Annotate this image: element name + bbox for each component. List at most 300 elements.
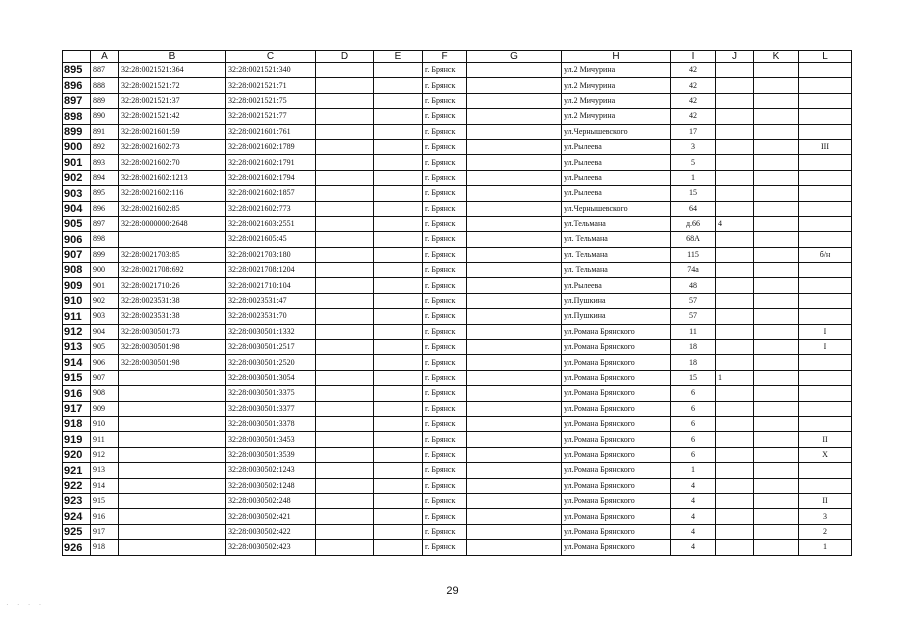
table-row: [63, 463, 852, 478]
cell-a: 899: [91, 247, 119, 262]
cell-a: 901: [91, 278, 119, 293]
cell-d: [316, 324, 374, 339]
table-row: [63, 432, 852, 447]
cell-d: [316, 109, 374, 124]
column-header-i: I: [671, 51, 716, 63]
cell-g: [467, 416, 562, 431]
cell-i: 57: [671, 309, 716, 324]
table-row: [63, 155, 852, 170]
cell-i: 42: [671, 109, 716, 124]
cell-b: [119, 386, 226, 401]
cell-h: ул.Рылеева: [562, 278, 671, 293]
cell-b: [119, 463, 226, 478]
cell-b: 32:28:0021521:72: [119, 78, 226, 93]
cell-g: [467, 540, 562, 555]
cell-i: 42: [671, 78, 716, 93]
cell-g: [467, 340, 562, 355]
cell-l: [799, 478, 852, 493]
cell-i: 74а: [671, 263, 716, 278]
cell-i: 11: [671, 324, 716, 339]
cell-f: г. Брянск: [423, 401, 467, 416]
table-row: [63, 78, 852, 93]
cell-b: 32:28:0021602:70: [119, 155, 226, 170]
table-row: [63, 263, 852, 278]
cell-g: [467, 493, 562, 508]
cell-b: [119, 447, 226, 462]
cell-g: [467, 386, 562, 401]
cell-h: ул.Романа Брянского: [562, 524, 671, 539]
cell-k: [754, 540, 799, 555]
cell-f: г. Брянск: [423, 540, 467, 555]
table-row: [63, 370, 852, 385]
cell-h: ул.Тельмана: [562, 216, 671, 231]
cell-e: [374, 447, 423, 462]
cell-d: [316, 524, 374, 539]
row-number: 919: [63, 432, 91, 447]
cell-g: [467, 247, 562, 262]
corner-header: [63, 51, 91, 63]
cell-e: [374, 201, 423, 216]
cell-b: 32:28:0023531:38: [119, 309, 226, 324]
cell-l: [799, 463, 852, 478]
cell-e: [374, 216, 423, 231]
cell-j: [716, 93, 754, 108]
cell-e: [374, 355, 423, 370]
cell-d: [316, 232, 374, 247]
cell-d: [316, 263, 374, 278]
cell-k: [754, 416, 799, 431]
cell-h: ул.2 Мичурина: [562, 109, 671, 124]
cell-h: ул.Романа Брянского: [562, 509, 671, 524]
cell-l: [799, 232, 852, 247]
column-header-d: D: [316, 51, 374, 63]
cell-a: 896: [91, 201, 119, 216]
cell-e: [374, 401, 423, 416]
cell-l: [799, 63, 852, 78]
cell-a: 910: [91, 416, 119, 431]
row-number: 912: [63, 324, 91, 339]
cell-k: [754, 124, 799, 139]
cell-a: 909: [91, 401, 119, 416]
cell-g: [467, 63, 562, 78]
table-row: [63, 416, 852, 431]
cell-i: 6: [671, 447, 716, 462]
table-row: [63, 493, 852, 508]
cell-c: 32:28:0021602:1791: [226, 155, 316, 170]
cell-j: [716, 509, 754, 524]
cell-i: 4: [671, 478, 716, 493]
column-header-h: H: [562, 51, 671, 63]
row-number: 896: [63, 78, 91, 93]
scan-artifact: · · · ·: [6, 600, 45, 609]
cell-f: г. Брянск: [423, 170, 467, 185]
cell-f: г. Брянск: [423, 78, 467, 93]
cell-g: [467, 324, 562, 339]
cell-l: [799, 370, 852, 385]
cell-k: [754, 340, 799, 355]
cell-i: 6: [671, 386, 716, 401]
cell-i: 15: [671, 186, 716, 201]
cell-c: 32:28:0021602:1789: [226, 139, 316, 154]
cell-e: [374, 232, 423, 247]
cell-e: [374, 540, 423, 555]
row-number: 909: [63, 278, 91, 293]
table-row: [63, 139, 852, 154]
cell-d: [316, 247, 374, 262]
cell-e: [374, 278, 423, 293]
cell-b: [119, 232, 226, 247]
cell-j: [716, 63, 754, 78]
cell-j: [716, 232, 754, 247]
cell-b: 32:28:0021521:364: [119, 63, 226, 78]
cell-g: [467, 478, 562, 493]
cell-a: 900: [91, 263, 119, 278]
cell-c: 32:28:0030501:3377: [226, 401, 316, 416]
cell-c: 32:28:0030502:421: [226, 509, 316, 524]
column-header-l: L: [799, 51, 852, 63]
cell-f: г. Брянск: [423, 493, 467, 508]
row-number: 916: [63, 386, 91, 401]
row-number: 923: [63, 493, 91, 508]
cell-l: [799, 124, 852, 139]
cell-e: [374, 478, 423, 493]
cell-k: [754, 324, 799, 339]
row-number: 921: [63, 463, 91, 478]
cell-e: [374, 293, 423, 308]
cell-f: г. Брянск: [423, 355, 467, 370]
cell-f: г. Брянск: [423, 63, 467, 78]
cell-a: 893: [91, 155, 119, 170]
page-number: 29: [446, 585, 459, 597]
cell-g: [467, 186, 562, 201]
cell-i: 4: [671, 540, 716, 555]
cell-k: [754, 78, 799, 93]
cell-k: [754, 309, 799, 324]
cell-f: г. Брянск: [423, 370, 467, 385]
cell-l: [799, 109, 852, 124]
cell-a: 898: [91, 232, 119, 247]
cell-e: [374, 63, 423, 78]
table-row: [63, 524, 852, 539]
cell-k: [754, 493, 799, 508]
cell-l: II: [799, 432, 852, 447]
cell-d: [316, 93, 374, 108]
cell-l: [799, 293, 852, 308]
cell-f: г. Брянск: [423, 447, 467, 462]
cell-b: 32:28:0030501:98: [119, 340, 226, 355]
cell-g: [467, 355, 562, 370]
cell-b: 32:28:0021602:116: [119, 186, 226, 201]
cell-h: ул.Чернышевского: [562, 124, 671, 139]
cell-j: [716, 493, 754, 508]
cell-f: г. Брянск: [423, 478, 467, 493]
cell-g: [467, 78, 562, 93]
cell-k: [754, 370, 799, 385]
cell-b: 32:28:0000000:2648: [119, 216, 226, 231]
cell-f: г. Брянск: [423, 139, 467, 154]
cell-d: [316, 170, 374, 185]
row-number: 901: [63, 155, 91, 170]
cell-a: 907: [91, 370, 119, 385]
cell-h: ул.Пушкина: [562, 309, 671, 324]
cell-h: ул.Романа Брянского: [562, 324, 671, 339]
table-row: [63, 124, 852, 139]
cell-e: [374, 509, 423, 524]
cell-k: [754, 278, 799, 293]
table-row: [63, 401, 852, 416]
cell-a: 897: [91, 216, 119, 231]
row-number: 895: [63, 63, 91, 78]
cell-h: ул. Тельмана: [562, 247, 671, 262]
cell-j: [716, 401, 754, 416]
cell-j: 4: [716, 216, 754, 231]
table-row: [63, 278, 852, 293]
cell-e: [374, 370, 423, 385]
cell-a: 912: [91, 447, 119, 462]
table-row: [63, 186, 852, 201]
cell-d: [316, 201, 374, 216]
table-row: [63, 355, 852, 370]
cell-e: [374, 493, 423, 508]
cell-g: [467, 524, 562, 539]
cell-g: [467, 232, 562, 247]
cell-j: [716, 540, 754, 555]
cell-b: [119, 493, 226, 508]
cell-c: 32:28:0030501:3539: [226, 447, 316, 462]
cell-i: 1: [671, 170, 716, 185]
cell-l: X: [799, 447, 852, 462]
cell-l: [799, 170, 852, 185]
cell-c: 32:28:0021521:75: [226, 93, 316, 108]
cell-j: [716, 293, 754, 308]
cell-i: 15: [671, 370, 716, 385]
cell-e: [374, 78, 423, 93]
cell-k: [754, 293, 799, 308]
cell-h: ул.Чернышевского: [562, 201, 671, 216]
cell-a: 915: [91, 493, 119, 508]
cell-j: [716, 463, 754, 478]
cell-a: 916: [91, 509, 119, 524]
cell-g: [467, 139, 562, 154]
row-number: 900: [63, 139, 91, 154]
cell-e: [374, 170, 423, 185]
cell-i: 4: [671, 509, 716, 524]
row-number: 902: [63, 170, 91, 185]
cell-c: 32:28:0021601:761: [226, 124, 316, 139]
spreadsheet-table: [62, 50, 852, 556]
cell-b: [119, 540, 226, 555]
cell-j: [716, 278, 754, 293]
cell-c: 32:28:0030501:3375: [226, 386, 316, 401]
cell-l: II: [799, 493, 852, 508]
cell-k: [754, 201, 799, 216]
table-body: [63, 63, 852, 556]
cell-k: [754, 63, 799, 78]
cell-a: 911: [91, 432, 119, 447]
cell-b: 32:28:0021602:73: [119, 139, 226, 154]
cell-a: 890: [91, 109, 119, 124]
row-number: 899: [63, 124, 91, 139]
cell-d: [316, 386, 374, 401]
cell-d: [316, 278, 374, 293]
cell-b: [119, 370, 226, 385]
row-number: 908: [63, 263, 91, 278]
cell-i: 18: [671, 355, 716, 370]
cell-b: 32:28:0021521:42: [119, 109, 226, 124]
cell-f: г. Брянск: [423, 293, 467, 308]
cell-a: 914: [91, 478, 119, 493]
cell-b: [119, 432, 226, 447]
cell-g: [467, 432, 562, 447]
cell-j: [716, 416, 754, 431]
cell-c: 32:28:0021521:77: [226, 109, 316, 124]
cell-l: [799, 355, 852, 370]
table-row: [63, 109, 852, 124]
cell-j: [716, 309, 754, 324]
column-header-f: F: [423, 51, 467, 63]
cell-c: 32:28:0021521:71: [226, 78, 316, 93]
cell-j: [716, 247, 754, 262]
cell-b: 32:28:0023531:38: [119, 293, 226, 308]
cell-e: [374, 309, 423, 324]
cell-e: [374, 186, 423, 201]
cell-c: 32:28:0021602:1857: [226, 186, 316, 201]
cell-f: г. Брянск: [423, 386, 467, 401]
row-number: 897: [63, 93, 91, 108]
cell-j: [716, 139, 754, 154]
cell-l: [799, 78, 852, 93]
cell-c: 32:28:0030501:2517: [226, 340, 316, 355]
cell-c: 32:28:0030501:3378: [226, 416, 316, 431]
cell-g: [467, 370, 562, 385]
cell-h: ул.Романа Брянского: [562, 401, 671, 416]
cell-f: г. Брянск: [423, 463, 467, 478]
cell-b: 32:28:0021602:1213: [119, 170, 226, 185]
cell-i: 17: [671, 124, 716, 139]
cell-l: [799, 216, 852, 231]
cell-l: [799, 278, 852, 293]
cell-c: 32:28:0021710:104: [226, 278, 316, 293]
cell-h: ул.Рылеева: [562, 170, 671, 185]
cell-b: [119, 401, 226, 416]
cell-j: [716, 478, 754, 493]
cell-h: ул.Рылеева: [562, 186, 671, 201]
cell-h: ул.Романа Брянского: [562, 355, 671, 370]
cell-d: [316, 186, 374, 201]
cell-c: 32:28:0023531:70: [226, 309, 316, 324]
cell-l: 1: [799, 540, 852, 555]
cell-g: [467, 124, 562, 139]
table-row: [63, 509, 852, 524]
cell-h: ул.2 Мичурина: [562, 78, 671, 93]
cell-c: 32:28:0021603:2551: [226, 216, 316, 231]
row-number: 913: [63, 340, 91, 355]
cell-a: 895: [91, 186, 119, 201]
cell-d: [316, 401, 374, 416]
table-row: [63, 447, 852, 462]
cell-d: [316, 463, 374, 478]
cell-g: [467, 201, 562, 216]
cell-i: 6: [671, 401, 716, 416]
cell-c: 32:28:0030502:422: [226, 524, 316, 539]
cell-f: г. Брянск: [423, 232, 467, 247]
cell-b: 32:28:0030501:98: [119, 355, 226, 370]
cell-l: III: [799, 139, 852, 154]
cell-g: [467, 155, 562, 170]
cell-c: 32:28:0021521:340: [226, 63, 316, 78]
row-number: 925: [63, 524, 91, 539]
cell-j: [716, 78, 754, 93]
cell-l: 3: [799, 509, 852, 524]
cell-e: [374, 93, 423, 108]
cell-l: [799, 386, 852, 401]
cell-h: ул.Романа Брянского: [562, 540, 671, 555]
cell-d: [316, 78, 374, 93]
cell-h: ул.Романа Брянского: [562, 386, 671, 401]
cell-l: 2: [799, 524, 852, 539]
column-header-a: A: [91, 51, 119, 63]
cell-a: 903: [91, 309, 119, 324]
cell-j: [716, 524, 754, 539]
cell-b: 32:28:0021602:85: [119, 201, 226, 216]
cell-i: 42: [671, 93, 716, 108]
cell-h: ул.Романа Брянского: [562, 432, 671, 447]
cell-i: 1: [671, 463, 716, 478]
cell-d: [316, 447, 374, 462]
row-number: 926: [63, 540, 91, 555]
cell-l: [799, 309, 852, 324]
column-header-row: [63, 51, 852, 63]
cell-e: [374, 463, 423, 478]
cell-d: [316, 355, 374, 370]
cell-g: [467, 447, 562, 462]
column-header-e: E: [374, 51, 423, 63]
cell-d: [316, 216, 374, 231]
cell-a: 888: [91, 78, 119, 93]
cell-b: 32:28:0030501:73: [119, 324, 226, 339]
row-number: 903: [63, 186, 91, 201]
cell-l: [799, 186, 852, 201]
cell-a: 918: [91, 540, 119, 555]
cell-b: [119, 478, 226, 493]
cell-h: ул. Тельмана: [562, 232, 671, 247]
cell-j: [716, 155, 754, 170]
cell-i: 3: [671, 139, 716, 154]
cell-k: [754, 93, 799, 108]
cell-c: 32:28:0030501:2520: [226, 355, 316, 370]
cell-b: 32:28:0021708:692: [119, 263, 226, 278]
cell-g: [467, 293, 562, 308]
cell-h: ул.Романа Брянского: [562, 447, 671, 462]
cell-e: [374, 247, 423, 262]
row-number: 910: [63, 293, 91, 308]
row-number: 905: [63, 216, 91, 231]
row-number: 915: [63, 370, 91, 385]
cell-k: [754, 186, 799, 201]
cell-d: [316, 478, 374, 493]
cell-e: [374, 416, 423, 431]
cell-a: 906: [91, 355, 119, 370]
table-row: [63, 340, 852, 355]
cell-j: [716, 324, 754, 339]
cell-g: [467, 509, 562, 524]
cell-j: 1: [716, 370, 754, 385]
cell-k: [754, 263, 799, 278]
cell-c: 32:28:0030501:3453: [226, 432, 316, 447]
table-row: [63, 386, 852, 401]
cell-e: [374, 524, 423, 539]
table-row: [63, 232, 852, 247]
